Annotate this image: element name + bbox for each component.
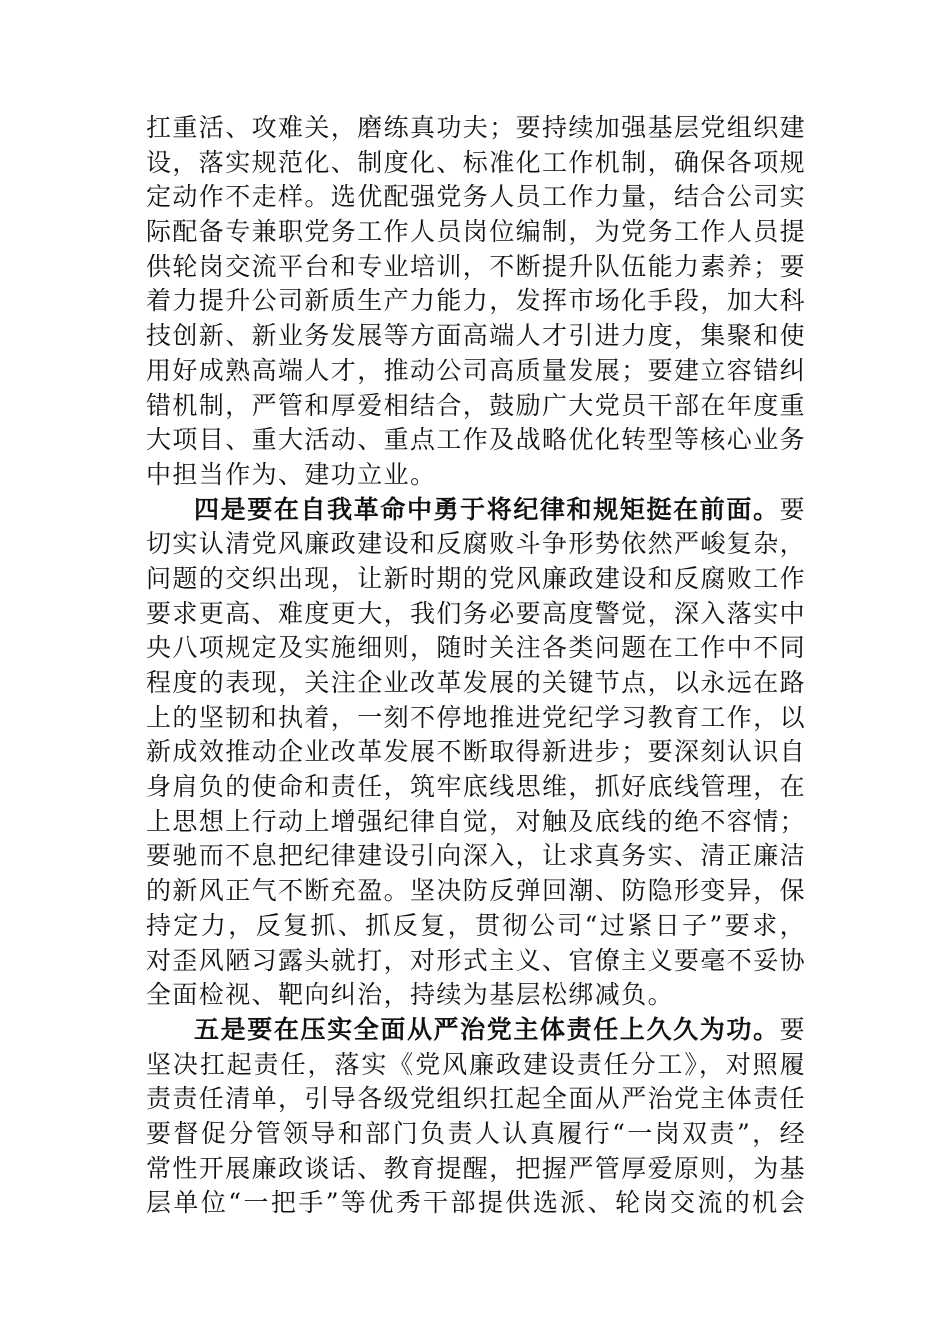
text-line: 要驰而不息把纪律建设引向深入，让求真务实、清正廉洁 bbox=[146, 841, 806, 871]
text-line: 定动作不走样。选优配强党务人员工作力量，结合公司实 bbox=[146, 182, 806, 212]
text-line: 程度的表现，关注企业改革发展的关键节点，以永远在路 bbox=[146, 668, 806, 697]
document-body bbox=[146, 111, 806, 1221]
text-line: 用好成熟高端人才，推动公司高质量发展；要建立容错纠 bbox=[146, 355, 806, 385]
text-line: 央八项规定及实施细则，随时关注各类问题在工作中不同 bbox=[146, 633, 806, 663]
text-line: 着力提升公司新质生产力能力，发挥市场化手段，加大科 bbox=[146, 286, 806, 316]
text-line: 身肩负的使命和责任，筑牢底线思维，抓好底线管理，在 bbox=[146, 772, 806, 802]
paragraph-heading: 四是要在自我革命中勇于将纪律和规矩挺在前面。 bbox=[194, 494, 780, 524]
text-line: 的新风正气不断充盈。坚决防反弹回潮、防隐形变异，保 bbox=[146, 876, 806, 906]
text-line: 际配备专兼职党务工作人员岗位编制，为党务工作人员提 bbox=[146, 217, 806, 247]
text-line: 扛重活、攻难关，磨练真功夫；要持续加强基层党组织建 bbox=[146, 113, 806, 142]
paragraph-first-line bbox=[146, 1013, 806, 1048]
text-line: 层单位“一把手”等优秀干部提供选派、轮岗交流的机会 bbox=[146, 1188, 806, 1218]
text-line: 大项目、重大活动、重点工作及战略优化转型等核心业务 bbox=[146, 425, 806, 455]
text-line: 供轮岗交流平台和专业培训，不断提升队伍能力素养；要 bbox=[146, 251, 806, 281]
heading-tail: 要 bbox=[779, 1014, 806, 1044]
text-line: 全面检视、靶向纠治，持续为基层松绑减负。 bbox=[146, 980, 675, 1010]
text-line: 要求更高、难度更大，我们务必要高度警觉，深入落实中 bbox=[146, 598, 806, 628]
text-line: 责责任清单，引导各级党组织扛起全面从严治党主体责任 bbox=[146, 1084, 806, 1114]
heading-tail: 要 bbox=[779, 494, 806, 524]
paragraph-heading: 五是要在压实全面从严治党主体责任上久久为功。 bbox=[194, 1014, 780, 1044]
text-line: 新成效推动企业改革发展不断取得新进步；要深刻认识自 bbox=[146, 737, 806, 767]
text-line: 问题的交织出现，让新时期的党风廉政建设和反腐败工作 bbox=[146, 563, 806, 593]
text-line: 对歪风陋习露头就打，对形式主义、官僚主义要毫不妥协 bbox=[146, 945, 806, 975]
text-line: 持定力，反复抓、抓反复，贯彻公司“过紧日子”要求， bbox=[146, 910, 806, 940]
text-line: 错机制，严管和厚爱相结合，鼓励广大党员干部在年度重 bbox=[146, 390, 806, 420]
text-line: 技创新、新业务发展等方面高端人才引进力度，集聚和使 bbox=[146, 321, 806, 351]
text-line: 中担当作为、建功立业。 bbox=[146, 459, 437, 489]
text-line: 常性开展廉政谈话、教育提醒，把握严管厚爱原则，为基 bbox=[146, 1153, 806, 1183]
text-line: 坚决扛起责任，落实《党风廉政建设责任分工》，对照履 bbox=[146, 1049, 806, 1079]
text-line: 切实认清党风廉政建设和反腐败斗争形势依然严峻复杂， bbox=[146, 529, 806, 559]
text-line: 设，落实规范化、制度化、标准化工作机制，确保各项规 bbox=[146, 147, 806, 177]
paragraph-first-line bbox=[146, 493, 806, 528]
text-line: 要督促分管领导和部门负责人认真履行“一岗双责”，经 bbox=[146, 1118, 806, 1148]
text-line: 上的坚韧和执着，一刻不停地推进党纪学习教育工作，以 bbox=[146, 702, 806, 732]
text-line: 上思想上行动上增强纪律自觉，对触及底线的绝不容情； bbox=[146, 806, 806, 836]
